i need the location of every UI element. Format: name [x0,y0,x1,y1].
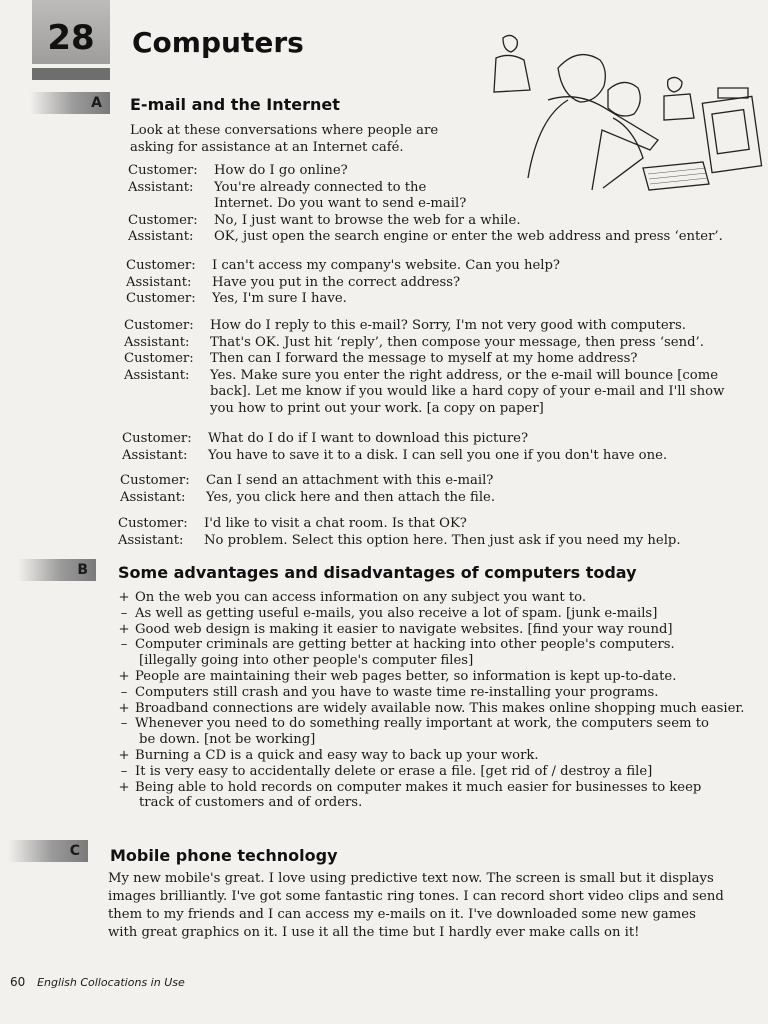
list-sign: + [118,700,130,716]
list-item [113,606,753,622]
list-sign: + [118,779,130,795]
section-a-tab [30,92,110,114]
list-text: track of customers and of orders. [139,795,363,811]
utterance: You have to save it to a disk. I can sell you one if you don't have one. [208,447,668,463]
speaker: Customer: [126,258,196,273]
speaker: Assistant: [124,367,190,383]
section-b-heading: Some advantages and disadvantages of computers today [118,563,637,582]
list-item [113,716,753,748]
list-text: Computer criminals are getting better at hacking into other people's computers. [135,637,675,653]
paragraph-line: My new mobile's great. I love using predictive text now. The screen is small but it displays [108,871,714,886]
dialogue-line [128,180,763,213]
list-text: Broadband connections are widely available now. This makes online shopping much easier. [135,700,745,716]
utterance: Yes, you click here and then attach the file. [206,489,496,505]
speaker: Customer: [118,516,188,531]
list-item [113,701,753,717]
list-text: [illegally going into other people's computer files] [139,653,474,669]
list-sign: + [118,590,130,605]
book-title: English Collocations in Use [37,976,185,989]
list-item [113,622,753,638]
utterance: That's OK. Just hit ‘reply’, then compose your message, then press ‘send’. [210,334,704,350]
dialogue-line [124,318,764,335]
dialogue-line [126,275,763,292]
dialogue-line [124,368,764,418]
speaker: Customer: [122,431,192,446]
conversation-4 [122,431,762,464]
speaker: Assistant: [128,179,194,195]
utterance: Yes, I'm sure I have. [212,291,347,306]
list-text: Whenever you need to do something really important at work, the computers seem to [135,716,709,732]
speaker: Customer: [124,318,194,333]
list-item [113,748,753,764]
utterance: Yes. Make sure you enter the right address, or the e-mail will bounce [come [210,367,719,383]
speaker: Customer: [126,291,196,306]
list-text: People are maintaining their web pages better, so information is kept up-to-date. [135,668,677,684]
advantages-list [113,590,753,811]
paragraph-line: with great graphics on it. I use it all the time but I hardly ever make calls on it! [108,925,640,940]
section-c-paragraph [108,870,758,942]
speaker: Customer: [124,351,194,366]
speaker: Customer: [128,212,198,228]
page-number: 60 [10,975,26,989]
list-text: Burning a CD is a quick and easy way to back up your work. [135,747,539,763]
list-item [113,685,753,701]
utterance: you how to print out your work. [a copy on paper] [210,400,544,416]
list-sign: – [120,637,128,653]
list-sign: – [120,684,128,700]
list-sign: + [118,621,130,637]
list-text: Computers still crash and you have to waste time re-installing your programs. [135,684,659,700]
list-text: Good web design is making it easier to navigate websites. [find your way round] [135,621,673,637]
section-b-letter: B [77,562,88,578]
speaker: Assistant: [120,489,186,505]
list-text: As well as getting useful e-mails, you also receive a lot of spam. [junk e-mails] [135,605,658,621]
section-c-letter: C [69,843,80,859]
utterance: You're already connected to the [214,179,427,195]
utterance: Internet. Do you want to send e-mail? [214,196,467,211]
list-item [113,669,753,685]
speaker: Customer: [120,473,190,488]
conversation-6 [118,516,758,549]
list-text: It is very easy to accidentally delete or erase a file. [get rid of / destroy a file] [135,763,653,779]
utterance: No, I just want to browse the web for a while. [214,212,521,228]
utterance: Have you put in the correct address? [212,274,461,290]
speaker: Assistant: [128,229,194,244]
utterance: OK, just open the search engine or enter the web address and press ‘enter’. [214,229,723,244]
utterance: Can I send an attachment with this e-mail? [206,473,494,488]
dialogue-line [118,533,758,550]
list-text: be down. [not be working] [139,732,316,748]
section-a-heading: E-mail and the Internet [130,95,340,114]
utterance: Then can I forward the message to myself at my home address? [210,351,638,366]
unit-bar [32,68,110,80]
utterance: I can't access my company's website. Can you help? [212,258,560,273]
dialogue-line [120,490,760,507]
conversation-2 [126,258,763,308]
dialogue-line [122,448,762,465]
list-sign: – [120,763,128,779]
page-footer [10,975,185,989]
page-title: Computers [132,26,304,59]
utterance: How do I go online? [214,163,348,178]
utterance: I'd like to visit a chat room. Is that OK? [204,516,467,531]
intro-line: Look at these conversations where people are [130,123,439,138]
utterance: back]. Let me know if you would like a hard copy of your e-mail and I'll show [210,384,725,399]
conversation-5 [120,473,760,506]
dialogue-line [118,516,758,533]
list-sign: + [118,747,130,763]
unit-number-box [32,0,110,64]
intro-line: asking for assistance at an Internet café. [130,140,404,155]
paragraph-line: them to my friends and I can access my e-mails on it. I've downloaded some new games [108,907,696,922]
list-sign: – [120,716,128,732]
list-text: On the web you can access information on any subject you want to. [135,590,587,605]
dialogue-line [126,258,763,275]
dialogue-line [128,163,763,180]
speaker: Assistant: [126,274,192,290]
paragraph-line: images brilliantly. I've got some fantastic ring tones. I can record short video clips and send [108,889,724,904]
speaker: Assistant: [122,447,188,463]
utterance: How do I reply to this e-mail? Sorry, I'm not very good with computers. [210,318,686,333]
utterance: What do I do if I want to download this picture? [208,431,529,446]
conversation-1 [128,163,763,246]
list-item [113,637,753,669]
list-text: Being able to hold records on computer makes it much easier for businesses to keep [135,779,702,795]
list-item [113,764,753,780]
dialogue-line [124,335,764,352]
section-a-intro [130,122,438,156]
list-sign: – [120,605,128,621]
dialogue-line [128,229,763,246]
conversation-3 [124,318,764,417]
dialogue-line [128,213,763,230]
dialogue-line [124,351,764,368]
utterance: No problem. Select this option here. Then just ask if you need my help. [204,532,681,548]
unit-number: 28 [47,18,95,58]
section-c-heading: Mobile phone technology [110,846,338,865]
dialogue-line [126,291,763,308]
dialogue-line [120,473,760,490]
dialogue-line [122,431,762,448]
section-c-tab [8,840,88,862]
list-item [113,780,753,812]
speaker: Customer: [128,163,198,178]
section-b-tab [18,559,96,581]
list-sign: + [118,668,130,684]
list-item [113,590,753,606]
speaker: Assistant: [124,334,190,350]
speaker: Assistant: [118,532,184,548]
section-a-letter: A [91,95,102,111]
